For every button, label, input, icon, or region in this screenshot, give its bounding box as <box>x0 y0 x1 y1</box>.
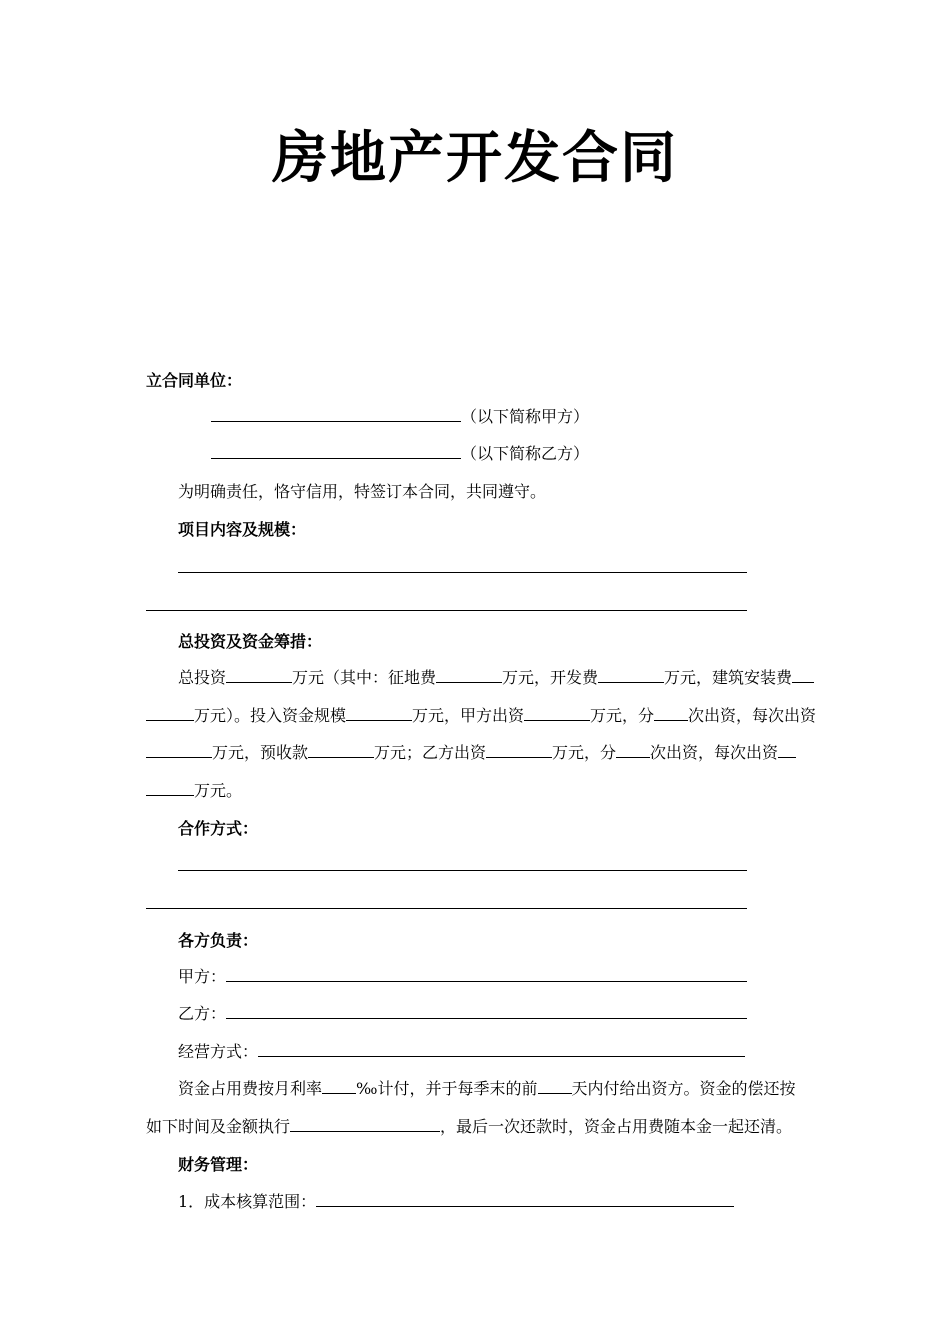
investment-text-11: 万元，分 <box>552 743 617 762</box>
prepayment-blank <box>308 741 374 758</box>
cost-scope-label: 1．成本核算范围： <box>178 1192 317 1211</box>
party-b-installments-blank <box>616 741 650 758</box>
investment-text-8: 次出资，每次出资 <box>688 706 817 725</box>
investment-text-13: 万元。 <box>194 781 243 800</box>
party-b-contribution-blank <box>486 741 552 758</box>
party-a-responsibility-blank <box>226 965 747 982</box>
land-fee-blank <box>436 666 502 683</box>
project-heading: 项目内容及规模： <box>178 520 307 539</box>
operation-mode <box>178 1040 745 1064</box>
party-b-responsibility <box>178 1002 747 1026</box>
project-blank-line-1 <box>178 572 747 573</box>
investment-text-5: 万元）。投入资金规模 <box>194 706 347 725</box>
fee-row-2 <box>146 1115 792 1139</box>
investment-text-9: 万元，预收款 <box>212 743 309 762</box>
fee-text-3b: 如下时间及金额执行 <box>146 1117 291 1136</box>
fee-row-1 <box>178 1077 796 1101</box>
investment-text-2: 万元（其中：征地费 <box>292 668 437 687</box>
investment-text-4: 万元，建筑安装费 <box>664 668 793 687</box>
construction-fee-blank-a <box>792 666 814 683</box>
construction-fee-blank-b <box>146 704 194 721</box>
party-b-label: 乙方： <box>178 1004 227 1023</box>
party-b-blank <box>211 442 461 459</box>
party-b-line <box>211 442 589 466</box>
project-blank-line-2 <box>146 610 747 611</box>
party-a-each-blank <box>146 741 212 758</box>
party-a-contribution-blank <box>524 704 590 721</box>
operation-label: 经营方式： <box>178 1042 259 1061</box>
fee-text-4: ，最后一次还款时，资金占用费随本金一起还清。 <box>440 1117 793 1136</box>
party-b-each-blank-a <box>778 741 796 758</box>
days-blank <box>538 1077 572 1094</box>
document-title: 房地产开发合同 <box>272 125 678 191</box>
party-b-responsibility-blank <box>226 1002 747 1019</box>
fee-text-2: ‰计付，并于每季末的前 <box>356 1079 538 1098</box>
party-b-each-blank-b <box>146 779 194 796</box>
fee-text-3: 天内付给出资方。资金的偿还按 <box>571 1079 796 1098</box>
monthly-rate-blank <box>322 1077 356 1094</box>
operation-mode-blank <box>258 1040 745 1057</box>
repayment-schedule-blank <box>290 1115 440 1132</box>
party-b-suffix: （以下简称乙方） <box>461 444 590 463</box>
party-a-suffix: （以下简称甲方） <box>461 407 590 426</box>
party-a-label: 甲方： <box>178 967 227 986</box>
party-a-responsibility <box>178 965 747 989</box>
party-a-installments-blank <box>654 704 688 721</box>
cost-scope-blank <box>316 1190 734 1207</box>
investment-text-12: 次出资，每次出资 <box>650 743 779 762</box>
investment-row-4 <box>146 779 242 803</box>
finance-item-1 <box>178 1190 734 1214</box>
investment-text-10: 万元；乙方出资 <box>374 743 487 762</box>
investment-text-6: 万元，甲方出资 <box>412 706 525 725</box>
investment-text-7: 万元，分 <box>590 706 655 725</box>
party-a-blank <box>211 405 461 422</box>
investment-row-1 <box>178 666 814 690</box>
investment-heading: 总投资及资金筹措： <box>178 632 323 651</box>
fee-text-1: 资金占用费按月利率 <box>178 1079 323 1098</box>
investment-row-3 <box>146 741 796 765</box>
investment-text-1: 总投资 <box>178 668 227 687</box>
preamble: 为明确责任，恪守信用，特签订本合同，共同遵守。 <box>178 482 547 501</box>
cooperation-blank-line-1 <box>178 870 747 871</box>
investment-row-2 <box>146 704 816 728</box>
cooperation-blank-line-2 <box>146 908 747 909</box>
investment-text-3: 万元，开发费 <box>502 668 599 687</box>
fund-scale-blank <box>346 704 412 721</box>
responsibility-heading: 各方负责： <box>178 931 259 950</box>
finance-heading: 财务管理： <box>178 1155 259 1174</box>
cooperation-heading: 合作方式： <box>178 819 259 838</box>
development-fee-blank <box>598 666 664 683</box>
party-a-line <box>211 405 589 429</box>
total-investment-blank <box>226 666 292 683</box>
parties-label: 立合同单位： <box>146 371 243 390</box>
